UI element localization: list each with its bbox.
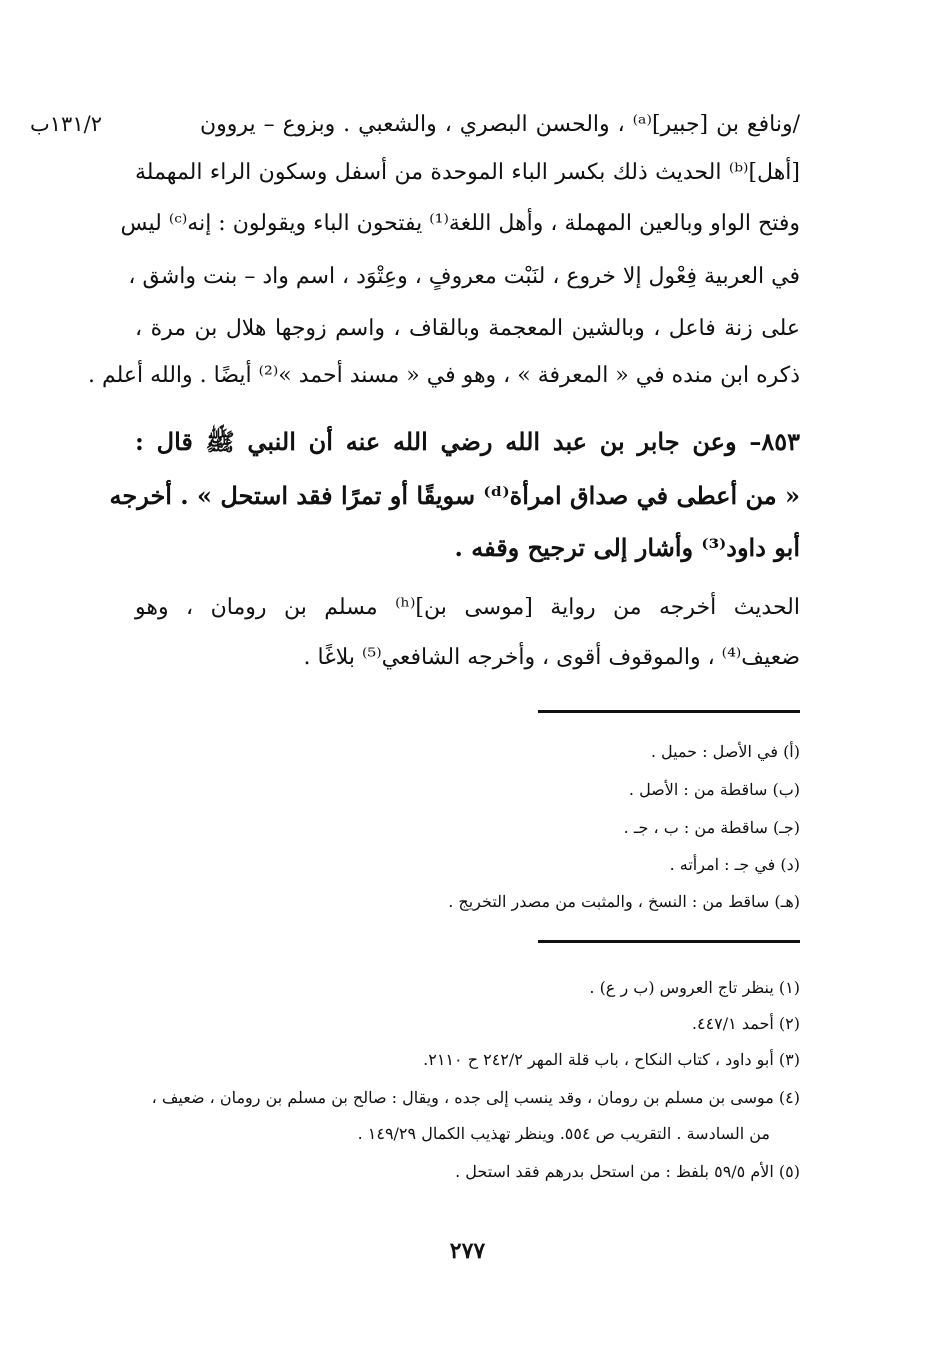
margin-folio-note: ١٣١/٢ب [30,112,102,136]
para2-line-2: ضعيف⁽⁴⁾ ، والموقوف أقوى ، وأخرجه الشافعي⁽⁵⁾ بلاغًا . [303,645,800,670]
footnote-2: (٢) أحمد ٤٤٧/١. [691,1014,800,1033]
variant-note-d: (د) في جـ : امرأته . [669,855,800,874]
footnote-4: (٤) موسى بن مسلم بن رومان ، وقد ينسب إلى جده ، ويقال : صالح بن مسلم بن رومان ، ضعيف ، [151,1088,800,1107]
hadith-line-3: أبو داود⁽³⁾ وأشار إلى ترجيح وقفه . [454,533,800,562]
para1-line-5: على زنة فاعل ، وبالشين المعجمة وبالقاف ، واسم زوجها هلال بن مرة ، [135,316,800,341]
page-number: ٢٧٧ [449,1238,486,1264]
footnote-5: (٥) الأم ٥٩/٥ بلفظ : من استحل بدرهم فقد استحل . [455,1162,800,1181]
footnotes-divider [538,940,800,943]
variant-note-a: (أ) في الأصل : حميل . [650,742,800,761]
variant-note-c: (جـ) ساقطة من : ب ، جـ . [623,818,800,837]
hadith-line-1: ٨٥٣– وعن جابر بن عبد الله رضي الله عنه أن النبي ﷺ قال : [135,427,800,456]
para1-line-2: [أهل]⁽ᵇ⁾ الحديث ذلك بكسر الباء الموحدة من أسفل وسكون الراء المهملة [135,160,800,185]
footnote-1: (١) ينظر تاج العروس (ب ر ع) . [589,978,800,997]
variant-note-b: (ب) ساقطة من : الأصل . [628,780,800,799]
para2-line-1: الحديث أخرجه من رواية [موسى بن]⁽ʰ⁾ مسلم بن رومان ، وهو [135,595,800,620]
variant-notes-divider [538,710,800,713]
para1-line-6: ذكره ابن منده في « المعرفة » ، وهو في « مسند أحمد »⁽²⁾ أيضًا . والله أعلم . [87,363,800,388]
footnote-4-continued: من السادسة . التقريب ص ٥٥٤. وينظر تهذيب الكمال ١٤٩/٢٩ . [357,1124,770,1143]
para1-line-4: في العربية فِعْول إلا خروع ، لنَبْت معروفٍ ، وعِتْوَد ، اسم واد – بنت واشق ، [128,264,800,289]
variant-note-e: (هـ) ساقط من : النسخ ، والمثبت من مصدر التخريج . [448,892,800,911]
footnote-3: (٣) أبو داود ، كتاب النكاح ، باب قلة المهر ٢٤٢/٢ ح ٢١١٠. [423,1050,800,1069]
para1-line-1: /ونافع بن [جبير]⁽ᵃ⁾ ، والحسن البصري ، والشعبي . وبزوع – يروون [200,112,800,137]
hadith-line-2: « من أعطى في صداق امرأة⁽ᵈ⁾ سويقًا أو تمرًا فقد استحل » . أخرجه [109,481,800,510]
para1-line-3: وفتح الواو وبالعين المهملة ، وأهل اللغة⁽¹⁾ يفتحون الباء ويقولون : إنه⁽ᶜ⁾ ليس [120,211,800,236]
